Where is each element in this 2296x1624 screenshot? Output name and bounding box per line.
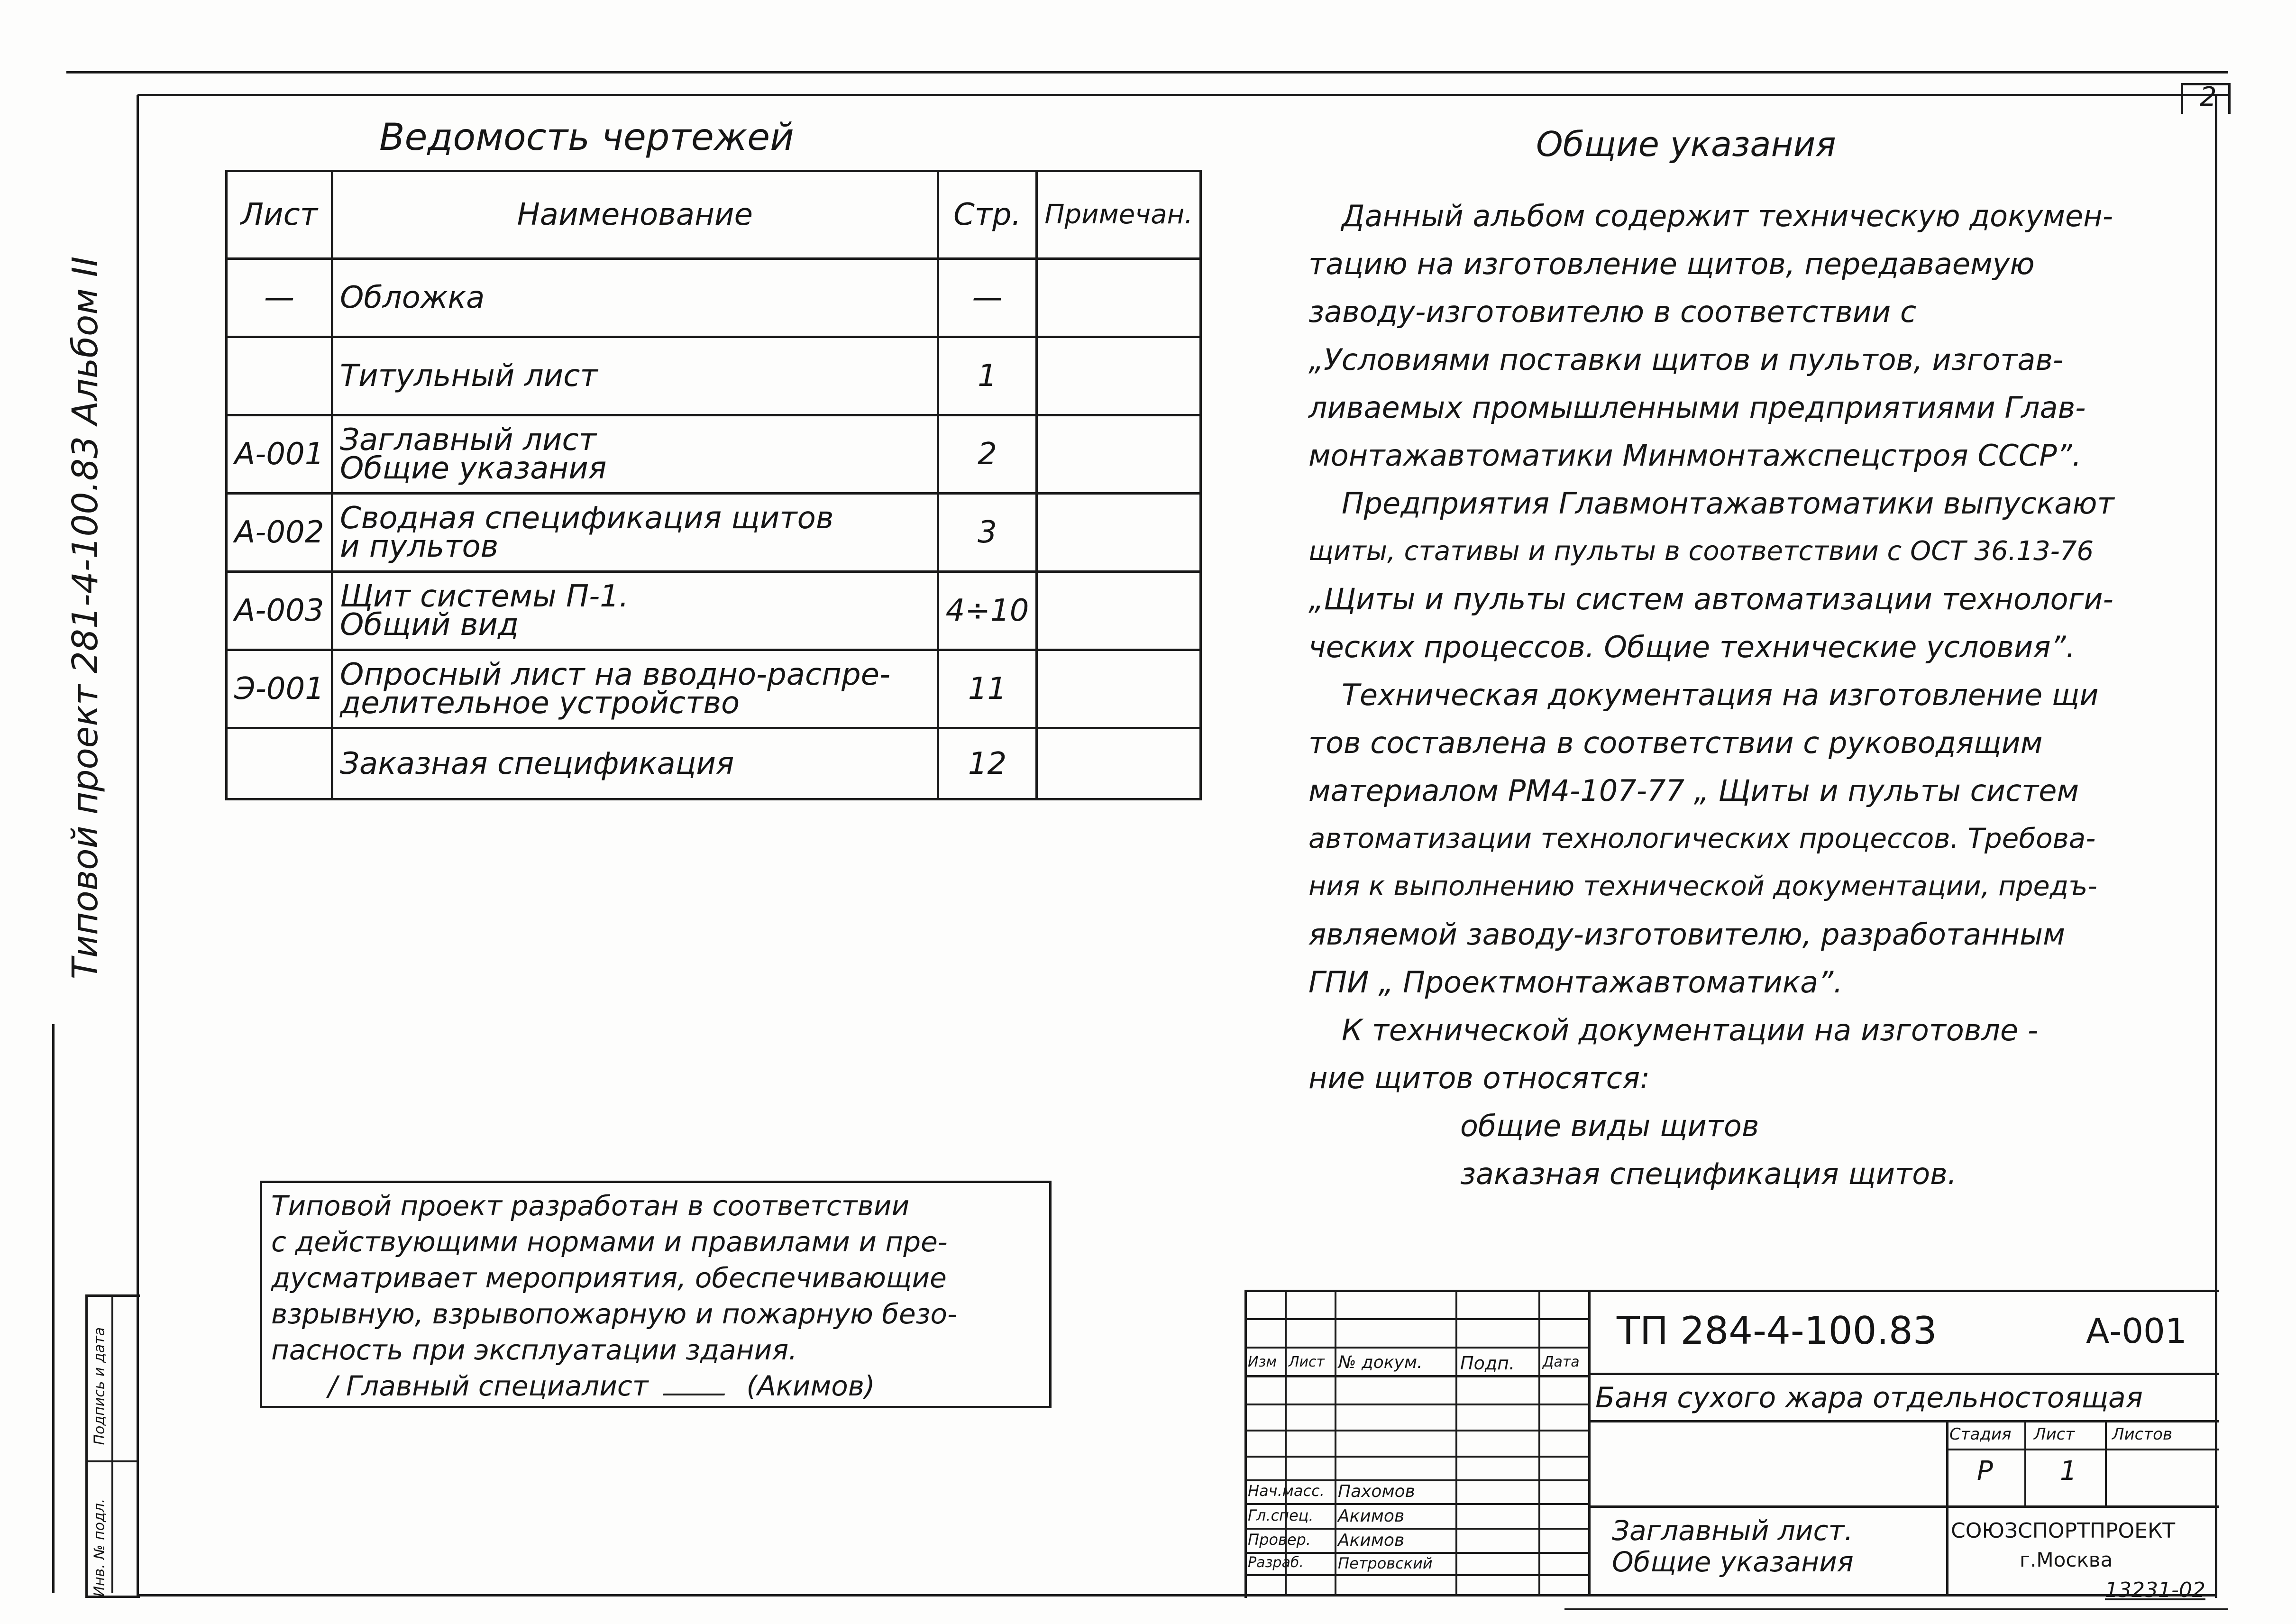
row-name: Сводная спецификация щитов и пультов [332, 494, 938, 572]
row-page: 4÷10 [938, 572, 1037, 650]
general-line: ния к выполнению технической документации, предъ- [1308, 871, 2097, 902]
general-line: материалом РМ4-107-77 „ Щиты и пульты систем [1308, 773, 2079, 808]
general-line: ливаемых промышленными предприятиями Глав- [1308, 390, 2086, 425]
row-sheet: Э-001 [227, 650, 332, 728]
person-role: Нач.масс. [1248, 1482, 1325, 1500]
sheets-header: Листов [2112, 1425, 2173, 1444]
stamp-sheet-code: А-001 [2086, 1311, 2187, 1351]
note-line: пасность при эксплуатации здания. [271, 1334, 797, 1366]
stamp-title: Заглавный лист. Общие указания [1612, 1514, 1854, 1578]
note-signature-line [271, 1368, 1039, 1404]
frame-top [137, 94, 2228, 96]
table-row [227, 728, 1201, 799]
stamp-hline [1247, 1456, 1588, 1458]
stamp-object: Баня сухого жара отдельностоящая [1595, 1381, 2143, 1414]
general-line: тов составлена в соответствии с руководящим [1308, 725, 2043, 760]
person-role: Провер. [1248, 1531, 1311, 1549]
person-name: Акимов [1338, 1531, 1405, 1550]
row-name: Титульный лист [332, 337, 938, 415]
stage-header: Стадия [1949, 1425, 2012, 1444]
general-line: тацию на изготовление щитов, передаваемую [1308, 247, 2035, 281]
header-note: Примечан. [1037, 171, 1201, 259]
note-line: Типовой проект разработан в соответствии [271, 1190, 910, 1222]
row-page: 1 [938, 337, 1037, 415]
general-line: заводу-изготовителю в соответствии с [1308, 294, 1917, 329]
sheet-header: Лист [2034, 1425, 2075, 1444]
stage-value: Р [1977, 1456, 1993, 1486]
note-line: взрывную, взрывопожарную и пожарную безо- [271, 1298, 957, 1330]
stamp-hline [1247, 1552, 1588, 1554]
stamp-hline [1588, 1505, 2219, 1508]
row-page: — [938, 259, 1037, 337]
row-sheet [227, 728, 332, 799]
row-name: Заказная спецификация [332, 728, 938, 799]
row-name: Опросный лист на вводно-распре- делительное устройство [332, 650, 938, 728]
vertical-margin-title: Типовой проект 281-4-100.83 Альбом II [65, 256, 106, 980]
bottom-number: 13231-02 [2105, 1578, 2205, 1602]
stamp-org: СОЮЗСПОРТПРОЕКТ [1951, 1519, 2176, 1543]
person-name: Пахомов [1338, 1482, 1415, 1501]
general-line: Данный альбом содержит техническую докумен- [1342, 199, 2113, 233]
stamp-hline [1946, 1449, 2219, 1450]
general-line: щиты, стативы и пульты в соответствии с ОСТ 36.13-76 [1308, 536, 2094, 567]
table-row [227, 572, 1201, 650]
table-row [227, 259, 1201, 337]
stamp-vline [1588, 1292, 1591, 1596]
general-line: „Условиями поставки щитов и пультов, изготав- [1308, 342, 2064, 377]
left-box-divider [111, 1294, 113, 1593]
row-page: 2 [938, 415, 1037, 494]
header-name: Наименование [332, 171, 938, 259]
stamp-hline [1247, 1404, 1588, 1405]
table-row [227, 415, 1201, 494]
general-line: заказная спецификация щитов. [1460, 1156, 1957, 1191]
row-name: Щит системы П-1. Общий вид [332, 572, 938, 650]
row-name: Заглавный лист Общие указания [332, 415, 938, 494]
left-box-label-2: Подпись и дата [91, 1327, 108, 1445]
stamp-city: г.Москва [2020, 1548, 2113, 1571]
sheet-list-title: Ведомость чертежей [379, 116, 794, 159]
general-text [1308, 192, 2209, 1198]
row-sheet: — [227, 259, 332, 337]
general-line: ние щитов относятся: [1308, 1061, 1650, 1095]
row-note [1037, 415, 1201, 494]
general-line: ГПИ „ Проектмонтажавтоматика”. [1308, 965, 1843, 1000]
row-sheet [227, 337, 332, 415]
general-line: общие виды щитов [1460, 1109, 1759, 1143]
stamp-vline [1285, 1292, 1287, 1596]
row-name: Обложка [332, 259, 938, 337]
row-sheet: А-003 [227, 572, 332, 650]
row-page: 11 [938, 650, 1037, 728]
stamp-hline [1247, 1318, 1588, 1320]
col-header-list: Лист [1289, 1354, 1325, 1370]
stamp-hline [1247, 1528, 1588, 1530]
col-header-doc: № докум. [1338, 1353, 1423, 1372]
stamp-hline [1247, 1574, 1588, 1576]
general-line: Техническая документация на изготовление щи [1342, 678, 2099, 712]
person-role: Гл.спец. [1248, 1506, 1314, 1524]
general-line: „Щиты и пульты систем автоматизации технологи- [1308, 582, 2113, 616]
sheet-value: 1 [2060, 1456, 2077, 1486]
row-sheet: А-002 [227, 494, 332, 572]
general-title: Общие указания [1536, 124, 1836, 164]
general-line: автоматизации технологических процессов. Требова- [1308, 822, 2096, 854]
table-header-row [227, 171, 1201, 259]
row-page: 3 [938, 494, 1037, 572]
person-role: Разраб. [1248, 1554, 1304, 1571]
col-header-date: Дата [1543, 1354, 1580, 1370]
table-row [227, 650, 1201, 728]
stamp-vline [1335, 1292, 1336, 1596]
note-line: с действующими нормами и правилами и пре- [271, 1226, 948, 1258]
stamp-hline [1247, 1503, 1588, 1505]
stamp-vline [1455, 1292, 1457, 1596]
general-line: являемой заводу-изготовителю, разработанным [1308, 917, 2065, 952]
signature-scribble [663, 1375, 732, 1395]
row-note [1037, 494, 1201, 572]
note-line: дусматривает мероприятия, обеспечивающие [271, 1262, 947, 1294]
sheet-bottom-line [1564, 1608, 2228, 1610]
header-page: Стр. [938, 171, 1037, 259]
left-box-label-1: Инв. № подл. [91, 1498, 108, 1597]
note-signature: / Главный специалист [328, 1370, 649, 1402]
general-line: К технической документации на изготовле - [1342, 1013, 2039, 1047]
stamp-code: ТП 284-4-100.83 [1617, 1309, 1937, 1353]
row-note [1037, 337, 1201, 415]
stamp-hline [1247, 1347, 1588, 1349]
stamp-hline [1588, 1420, 2219, 1422]
table-row [227, 337, 1201, 415]
table-row [227, 494, 1201, 572]
stamp-hline [1247, 1479, 1588, 1481]
stamp-vline [2024, 1420, 2026, 1505]
header-sheet: Лист [227, 171, 332, 259]
general-line: монтажавтоматики Минмонтажспецстроя СССР”. [1308, 438, 2082, 473]
general-line: Предприятия Главмонтажавтоматики выпускают [1342, 486, 2114, 521]
person-name: Акимов [1338, 1506, 1405, 1526]
row-sheet: А-001 [227, 415, 332, 494]
stamp-vline [2105, 1420, 2107, 1505]
general-line: ческих процессов. Общие технические условия”. [1308, 630, 2076, 664]
row-page: 12 [938, 728, 1037, 799]
note-signature-name: (Акимов) [746, 1370, 875, 1402]
stamp-vline [1538, 1292, 1540, 1596]
stamp-hline [1588, 1373, 2219, 1375]
stamp-hline [1247, 1375, 1588, 1377]
top-edge-line [66, 71, 2228, 73]
stamp-vline [1946, 1420, 1948, 1596]
stamp-hline [1247, 1430, 1588, 1431]
note-text [271, 1188, 1039, 1404]
margin-separator [52, 1024, 55, 1593]
title-block [1244, 1290, 2219, 1598]
col-header-sign: Подп. [1460, 1353, 1515, 1374]
row-note [1037, 728, 1201, 799]
page-corner-number: 2 [2200, 82, 2217, 112]
row-note [1037, 259, 1201, 337]
sheet-list-table [225, 170, 1202, 800]
row-note [1037, 572, 1201, 650]
person-name: Петровский [1338, 1554, 1433, 1572]
row-note [1037, 650, 1201, 728]
col-header-izm: Изм [1248, 1354, 1277, 1370]
